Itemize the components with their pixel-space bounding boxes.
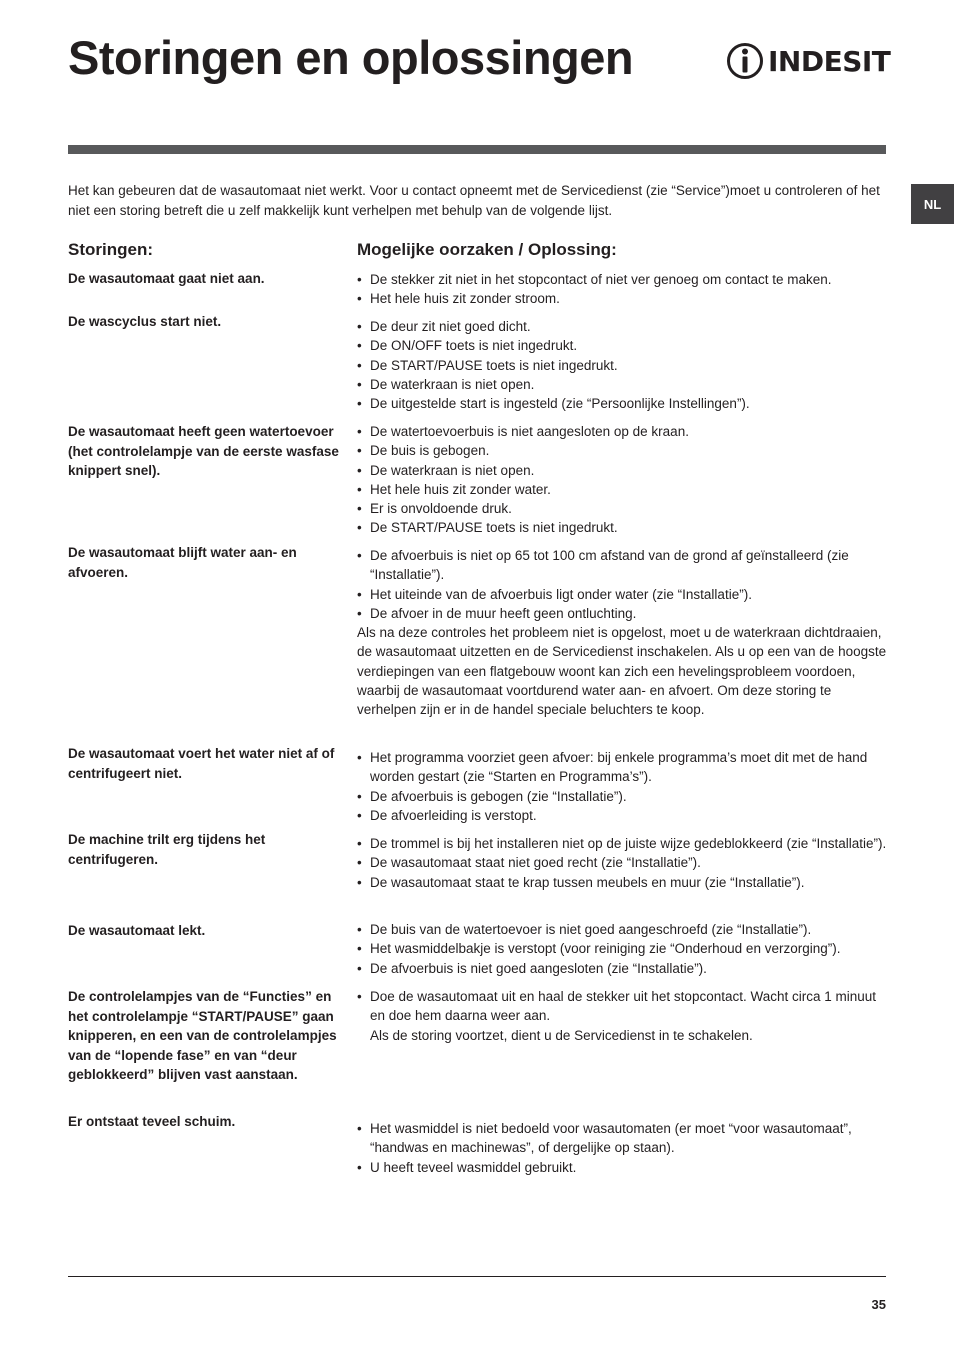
page-number: 35 — [871, 1297, 886, 1312]
problem-title: De wascyclus start niet. — [68, 314, 222, 329]
solution-item: • De START/PAUSE toets is niet ingedrukt. — [357, 518, 887, 537]
info-i-logo-icon — [726, 40, 764, 82]
solution-note: Als na deze controles het probleem niet is opgelost, moet u de waterkraan dichtdraaien, de wasautomaat uitzetten en de Servicedienst inschakelen. Als u op een van de hoogste verdiepingen van een flatgebouw woont kan zich een hevelingsprobleem voordoen, waarbij de wasautomaat voortdurend water aan- en afvoert. Om deze storing te verhelpen zijn er in de handel speciale beluchters te koop. — [357, 625, 887, 718]
solution-note: Als de storing voortzet, dient u de Servicedienst in te schakelen. — [370, 1027, 753, 1043]
solution-item: • De START/PAUSE toets is niet ingedrukt. — [357, 356, 887, 375]
problems-heading: Storingen: — [68, 240, 153, 259]
solution-list — [357, 1119, 887, 1177]
solution-item: • Doe de wasautomaat uit en haal de stekker uit het stopcontact. Wacht circa 1 minuut en doe hem daarna weer aan. — [357, 987, 887, 1026]
solutions-heading: Mogelijke oorzaken / Oplossing: — [357, 240, 617, 259]
problem-title: De wasautomaat blijft water aan- en afvoeren. — [68, 545, 297, 580]
solution-item: • U heeft teveel wasmiddel gebruikt. — [357, 1158, 887, 1177]
brand-logo — [726, 40, 890, 82]
problem-title: De wasautomaat heeft geen watertoevoer (het controlelampje van de eerste wasfase knippert snel). — [68, 424, 339, 478]
solution-item: • Het hele huis zit zonder water. — [357, 480, 887, 499]
solution-item: • De trommel is bij het installeren niet op de juiste wijze gedeblokkeerd (zie “Installatie”). — [357, 834, 887, 853]
solution-item: • De ON/OFF toets is niet ingedrukt. — [357, 336, 887, 355]
solution-item: • De waterkraan is niet open. — [357, 461, 887, 480]
brand-wordmark: INDESIT — [768, 44, 891, 78]
header-rule — [68, 145, 886, 154]
solution-item: • De deur zit niet goed dicht. — [357, 317, 887, 336]
solution-list — [357, 317, 887, 413]
solution-list — [357, 987, 887, 1045]
solution-item: • De buis van de watertoevoer is niet goed aangeschroefd (zie “Installatie”). — [357, 920, 887, 939]
problem-title: De controlelampjes van de “Functies” en het controlelampje “START/PAUSE” gaan knipperen, en een van de controlelampjes van de “lopende fase” en van “deur geblokkeerd” blijven vast aanstaan. — [68, 989, 337, 1082]
page-title: Storingen en oplossingen — [68, 31, 634, 84]
solution-item: • De wasautomaat staat niet goed recht (zie “Installatie”). — [357, 853, 887, 872]
solution-item: • De buis is gebogen. — [357, 441, 887, 460]
solution-item: • Het programma voorziet geen afvoer: bij enkele programma’s moet dit met de hand worden gestart (zie “Starten en Programma’s”). — [357, 748, 887, 787]
language-tab: NL — [911, 184, 954, 224]
solution-item: • Het uiteinde van de afvoerbuis ligt onder water (zie “Installatie”). — [357, 585, 887, 604]
solution-item: • De afvoerbuis is gebogen (zie “Installatie”). — [357, 787, 887, 806]
solution-item: • De afvoerleiding is verstopt. — [357, 806, 887, 825]
solution-item: • Het hele huis zit zonder stroom. — [357, 289, 887, 308]
problem-title: De wasautomaat lekt. — [68, 923, 206, 938]
problem-title: Er ontstaat teveel schuim. — [68, 1114, 236, 1129]
solution-item: • De afvoerbuis is niet goed aangesloten (zie “Installatie”). — [357, 959, 887, 978]
footer-rule — [68, 1276, 886, 1277]
solution-list — [357, 546, 887, 720]
solution-item: • Het wasmiddelbakje is verstopt (voor reiniging zie “Onderhoud en verzorging”). — [357, 939, 887, 958]
solution-list — [357, 834, 887, 892]
problem-title: De wasautomaat voert het water niet af of centrifugeert niet. — [68, 746, 335, 781]
solution-item: • De uitgestelde start is ingesteld (zie “Persoonlijke Instellingen”). — [357, 394, 887, 413]
solution-list — [357, 920, 887, 978]
solution-item: • De stekker zit niet in het stopcontact of niet ver genoeg om contact te maken. — [357, 270, 887, 289]
solution-item: • De waterkraan is niet open. — [357, 375, 887, 394]
solution-item: • Het wasmiddel is niet bedoeld voor wasautomaten (er moet “voor wasautomaat”, “handwas en machinewas”, of dergelijke op staan). — [357, 1119, 887, 1158]
solution-list — [357, 270, 887, 309]
solution-list — [357, 748, 887, 825]
intro-text: Het kan gebeuren dat de wasautomaat niet werkt. Voor u contact opneemt met de Servicedienst (zie “Service”)moet u controleren of het niet een storing betreft die u zelf makkelijk kunt verhelpen met behulp van de volgende lijst. — [68, 183, 880, 218]
solution-item: • Er is onvoldoende druk. — [357, 499, 887, 518]
problem-title: De wasautomaat gaat niet aan. — [68, 271, 265, 286]
solution-list — [357, 422, 887, 538]
problem-title: De machine trilt erg tijdens het centrifugeren. — [68, 832, 266, 867]
solution-item: • De watertoevoerbuis is niet aangesloten op de kraan. — [357, 422, 887, 441]
solution-item: • De afvoer in de muur heeft geen ontluchting. — [357, 604, 887, 623]
solution-item: • De afvoerbuis is niet op 65 tot 100 cm afstand van de grond af geïnstalleerd (zie “Installatie”). — [357, 546, 887, 585]
solution-item: • De wasautomaat staat te krap tussen meubels en muur (zie “Installatie”). — [357, 873, 887, 892]
